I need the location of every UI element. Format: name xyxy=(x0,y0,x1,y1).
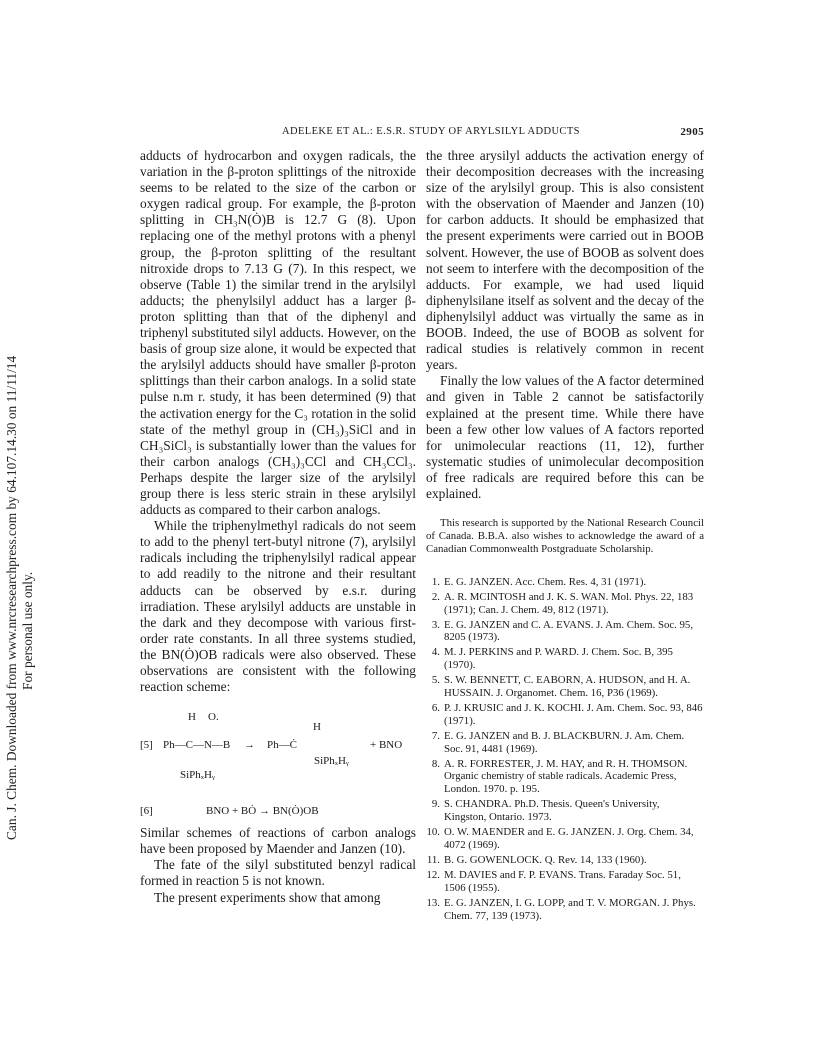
download-line: Can. J. Chem. Downloaded from www.nrcresearchpress.com by 64.107.14.30 on 11/11/14 xyxy=(4,355,19,840)
left-paragraph-3: Similar schemes of reactions of carbon analogs have been proposed by Maender and Janzen (10). xyxy=(140,825,416,857)
scheme5-plus-bno: + BNO xyxy=(370,739,403,752)
reaction-scheme-5 xyxy=(140,701,416,799)
reference-item xyxy=(426,798,704,824)
reference-number: 6. xyxy=(431,701,440,714)
scheme5-siph-product: SiPhₓHᵧ xyxy=(314,755,349,768)
page-number: 2905 xyxy=(680,126,704,138)
reference-text: S. W. BENNETT, C. EABORN, A. HUDSON, and H. A. HUSSAIN. J. Organomet. Chem. 16, P36 (1969). xyxy=(444,674,691,700)
reference-number: 8. xyxy=(431,757,440,770)
left-column xyxy=(140,148,416,906)
scheme5-o-top: O. xyxy=(208,711,219,724)
eq6-label: [6] xyxy=(140,805,153,818)
left-paragraph-4: The fate of the silyl substituted benzyl radical formed in reaction 5 is not known. xyxy=(140,857,416,889)
left-paragraph-5: The present experiments show that among xyxy=(154,889,381,905)
reference-number: 7. xyxy=(431,729,440,742)
reference-item xyxy=(426,826,704,852)
reference-number: 5. xyxy=(431,674,440,687)
reference-text: E. G. JANZEN, I. G. LOPP, and T. V. MORGAN. J. Phys. Chem. 77, 139 (1973). xyxy=(444,896,696,922)
reference-item xyxy=(426,619,704,645)
reference-number: 2. xyxy=(431,590,440,603)
reference-list xyxy=(426,576,704,923)
reference-item xyxy=(426,646,704,672)
reference-item xyxy=(426,576,704,589)
reference-item xyxy=(426,674,704,700)
scheme5-siph-reactant: SiPhₓHᵧ xyxy=(180,769,215,782)
reference-text: S. CHANDRA. Ph.D. Thesis. Queen's University, Kingston, Ontario. 1973. xyxy=(444,798,660,824)
left-paragraph-2: While the triphenylmethyl radicals do not seem to add to the phenyl tert-butyl nitrone (7), arylsilyl radicals including the triphenylsilyl radical appear to add readily to the nitrone and their resultant adducts can be observed by e.s.r. during irradiation. These arylsilyl adducts are unstable in the dark and they decompose with various first-order rate constants. In all three systems studied, the BN(Ȯ)OB radicals were also observed. These observations are consistent with the following reaction scheme: xyxy=(140,518,416,695)
reference-number: 12. xyxy=(426,868,440,881)
running-title: ADELEKE ET AL.: E.S.R. STUDY OF ARYLSILYL ADDUCTS xyxy=(282,126,580,137)
scheme5-arrow: → xyxy=(244,739,255,752)
reference-item xyxy=(426,869,704,895)
reference-number: 10. xyxy=(426,826,440,839)
reference-text: A. R. MCINTOSH and J. K. S. WAN. Mol. Phys. 22, 183 (1971); Can. J. Chem. 49, 812 (1971). xyxy=(444,590,694,616)
reference-text: E. G. JANZEN and C. A. EVANS. J. Am. Chem. Soc. 95, 8205 (1973). xyxy=(444,618,694,644)
scheme5-label: [5] xyxy=(140,739,153,752)
right-paragraph-2: Finally the low values of the A factor determined and given in Table 2 cannot be satisfactorily explained at the present time. While there have been a few other low values of A factors reported for unimolecular reactions (11, 12), further systematic studies of unimolecular decomposition of free radicals are required before this can be explained. xyxy=(426,373,704,501)
download-notice xyxy=(0,0,40,1060)
reference-number: 3. xyxy=(431,618,440,631)
reference-number: 9. xyxy=(431,798,440,811)
reference-text: P. J. KRUSIC and J. K. KOCHI. J. Am. Chem. Soc. 93, 846 (1971). xyxy=(444,701,703,727)
reference-text: A. R. FORRESTER, J. M. HAY, and R. H. THOMSON. Organic chemistry of stable radicals. Academic Press, London. 1970. p. 195. xyxy=(444,757,688,796)
right-paragraph-1: the three arysilyl adducts the activation energy of their decomposition decreases with the increasing size of the arylsilyl group. This is also consistent with the observation of Maender and Janzen (10) for carbon adducts. It should be emphasized that the present experiments were carried out in BOOB solvent. However, the use of BOOB as solvent does not seem to interfere with the decomposition of the adducts. For example, we had used liquid diphenylsilane itself as solvent and the decay of the diphenylsilyl adduct was virtually the same as in BOOB. Indeed, the use of BOOB as solvent for radical studies is relatively common in recent years. xyxy=(426,148,704,373)
reference-text: E. G. JANZEN. Acc. Chem. Res. 4, 31 (1971). xyxy=(444,575,647,588)
scheme5-h-top: H xyxy=(188,711,196,724)
scheme5-h-right: H xyxy=(313,721,321,734)
reference-text: E. G. JANZEN and B. J. BLACKBURN. J. Am. Chem. Soc. 91, 4481 (1969). xyxy=(444,729,685,755)
reference-item xyxy=(426,702,704,728)
reference-text: B. G. GOWENLOCK. Q. Rev. 14, 133 (1960). xyxy=(444,853,647,866)
reference-text: M. DAVIES and F. P. EVANS. Trans. Faraday Soc. 51, 1506 (1955). xyxy=(444,868,681,894)
personal-use-line: For personal use only. xyxy=(20,571,35,690)
reference-item xyxy=(426,591,704,617)
right-column xyxy=(426,148,704,924)
reference-number: 13. xyxy=(426,896,440,909)
reference-item xyxy=(426,897,704,923)
reference-item xyxy=(426,730,704,756)
reference-text: O. W. MAENDER and E. G. JANZEN. J. Org. Chem. 34, 4072 (1969). xyxy=(444,826,694,851)
reference-number: 11. xyxy=(426,853,440,866)
reference-number: 1. xyxy=(431,575,440,588)
scheme5-product: Ph—Ċ xyxy=(267,739,297,752)
reference-item xyxy=(426,758,704,797)
left-paragraph-1: adducts of hydrocarbon and oxygen radicals, the variation in the β-proton splittings of the nitroxide seems to be related to the size of the carbon or oxygen radical group. For example, the β-proton splitting in CH₃N(Ȯ)B is 12.7 G (8). Upon replacing one of the methyl protons with a phenyl group, the β-proton splitting of the resultant nitroxide drops to 7.13 G (7). In this respect, we observe (Table 1) the similar trend in the arylsilyl adducts; the phenylsilyl adduct has a larger β-proton splitting than that of the diphenyl and triphenyl substituted silyl adducts. However, on the basis of group size alone, it would be expected that the arylsilyl adducts should have smaller β-proton splittings than their carbon analogs. In a solid state pulse n.m r. study, it has been determined (9) that the activation energy for the C₃ rotation in the solid state of the methyl group in (CH₃)₃SiCl and in CH₃SiCl₃ is substantially lower than the values for their carbon analogs (CH₃)₃CCl and CH₃CCl₃. Perhaps despite the larger size of the arylsilyl group there is less steric strain in these arylsilyl adducts as compared to their carbon analogs. xyxy=(140,148,416,518)
download-notice-text xyxy=(4,356,36,840)
scheme5-reactant: Ph—C—N—B xyxy=(163,739,231,752)
reference-item xyxy=(426,854,704,867)
reference-text: M. J. PERKINS and P. WARD. J. Chem. Soc. B, 395 (1970). xyxy=(444,646,673,672)
reaction-equation-6 xyxy=(140,803,416,825)
eq6-text: BNO + BȮ → BN(Ȯ)OB xyxy=(206,805,319,818)
acknowledgement: This research is supported by the National Research Council of Canada. B.B.A. also wishes to acknowledge the award of a Canadian Commonwealth Postgraduate Scholarship. xyxy=(426,517,704,555)
reference-number: 4. xyxy=(431,646,440,659)
